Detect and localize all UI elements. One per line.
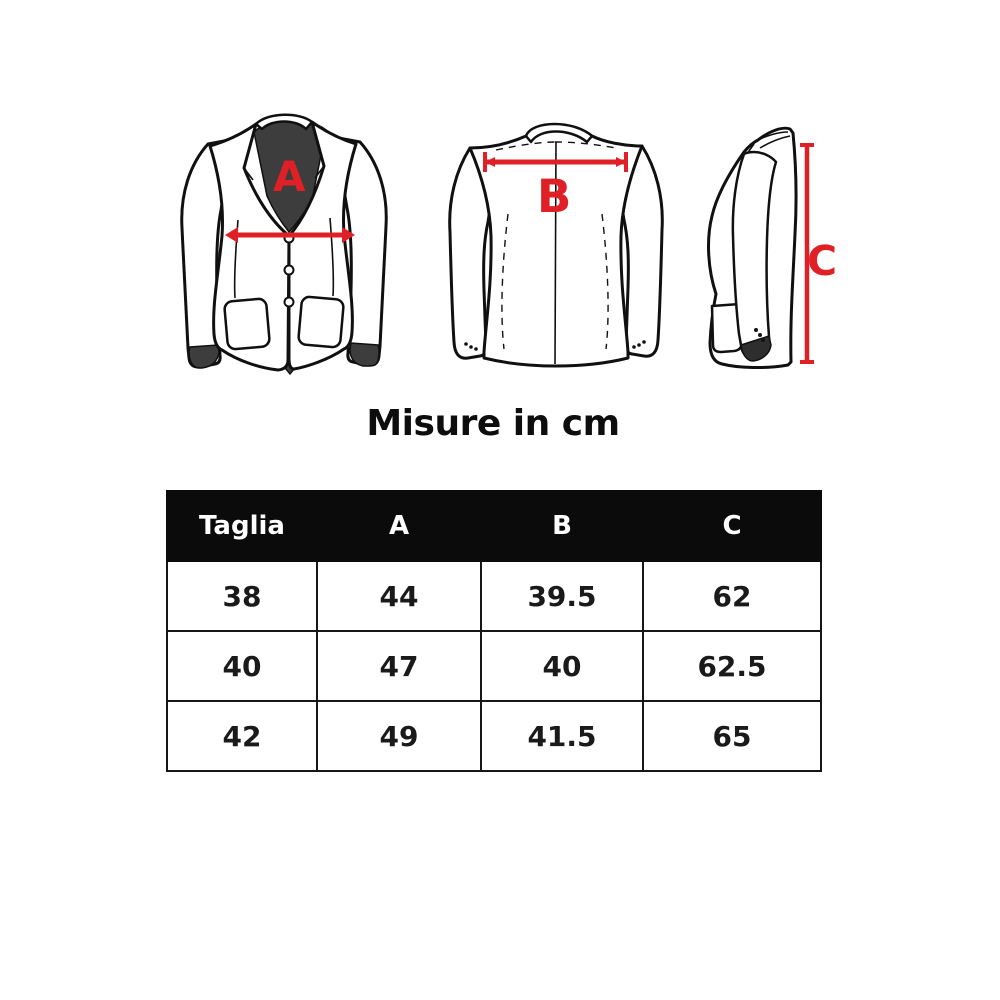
size-cell: 47: [317, 631, 481, 701]
size-table: [166, 490, 822, 772]
measure-label-b: B: [537, 170, 572, 223]
header-cell-b: B: [481, 491, 643, 561]
page-title: Misure in cm: [366, 403, 620, 444]
size-cell: 42: [167, 701, 317, 771]
size-table-header-row: [167, 491, 821, 561]
size-cell: 41.5: [481, 701, 643, 771]
size-cell: 62.5: [643, 631, 821, 701]
size-row-40: [167, 631, 821, 701]
measure-label-a: A: [273, 152, 306, 201]
header-cell-taglia: Taglia: [167, 491, 317, 561]
size-cell: 49: [317, 701, 481, 771]
size-cell: 44: [317, 561, 481, 631]
header-cell-a: A: [317, 491, 481, 561]
size-cell: 62: [643, 561, 821, 631]
jacket-side-view-drawing: [700, 124, 820, 376]
measure-label-c: C: [807, 237, 838, 285]
size-cell: 39.5: [481, 561, 643, 631]
size-cell: 40: [167, 631, 317, 701]
size-cell: 65: [643, 701, 821, 771]
size-row-38: [167, 561, 821, 631]
size-cell: 38: [167, 561, 317, 631]
jacket-back-view-drawing: [444, 114, 668, 374]
jacket-front-view-drawing: [172, 108, 396, 384]
size-row-42: [167, 701, 821, 771]
header-cell-c: C: [643, 491, 821, 561]
size-cell: 40: [481, 631, 643, 701]
